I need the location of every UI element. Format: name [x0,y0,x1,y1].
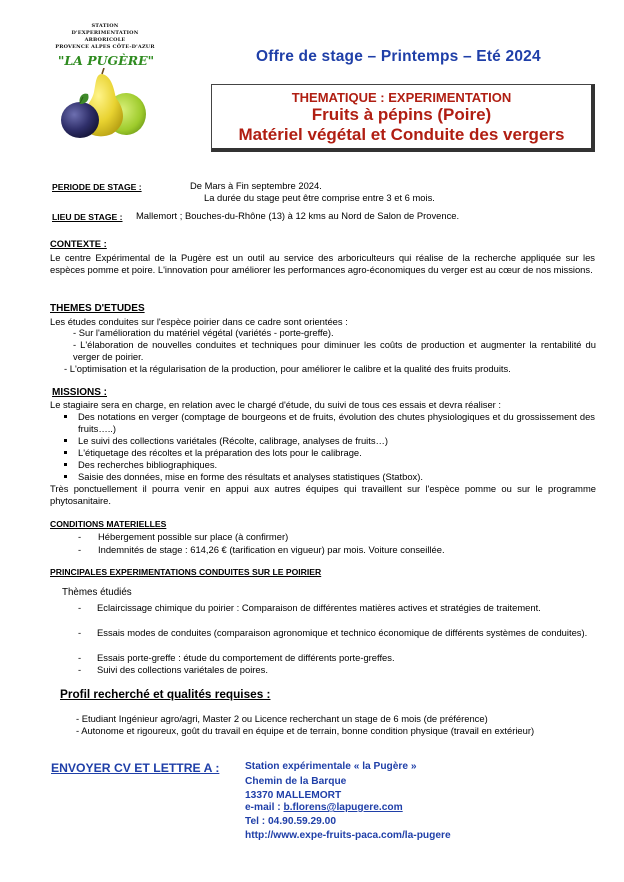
bullet-square [64,415,67,418]
experimentations-heading: PRINCIPALES EXPERIMENTATIONS CONDUITES SUR LE POIRIER [50,567,322,577]
profil-item: - Autonome et rigoureux, goût du travail en équipe et de terrain, bonne condition physique (travail en extérieur) [76,725,535,736]
logo-text-line: PROVENCE ALPES CÔTE-D'AZUR [55,44,155,50]
missions-heading: MISSIONS : [52,387,108,398]
experimentations-item: Essais modes de conduites (comparaison agronomique et technico économique de différents systèmes de conduites). [97,627,588,638]
themes-item: - Sur l'amélioration du matériel végétal (variétés - porte-greffe). [73,327,334,338]
contact-website-link[interactable]: http://www.expe-fruits-paca.com/la-pugere [245,830,451,841]
contact-heading: ENVOYER CV ET LETTRE A : [51,761,220,775]
contact-email-label: e-mail : [245,802,284,813]
lieu-label: LIEU DE STAGE : [52,212,123,222]
lieu-text: Mallemort ; Bouches-du-Rhône (13) à 12 kms au Nord de Salon de Provence. [136,210,460,221]
station-logo [50,20,160,138]
pear-plum-icon [52,68,152,140]
contexte-heading: CONTEXTE : [50,238,107,249]
contact-street: Chemin de la Barque [245,776,347,787]
periode-label: PERIODE DE STAGE : [52,182,142,192]
bullet-square [64,439,67,442]
conditions-heading: CONDITIONS MATERIELLES [50,519,167,529]
experimentations-subheading: Thèmes étudiés [62,587,132,598]
periode-dates: De Mars à Fin septembre 2024. [190,180,322,191]
missions-item: Saisie des données, mise en forme des résultats et analyses statistiques (Statbox). [78,471,423,482]
missions-item: Des recherches bibliographiques. [78,459,218,470]
theme-heading: THEMATIQUE : EXPERIMENTATION [291,90,512,105]
contexte-text: Le centre Expérimental de la Pugère est un outil au service des arboriculteurs qui réalise de la recherche appliquée sur les espèces pomme et poire. L'innovation pour améliorer les performances agro-économiques du verger est au cœur de nos missions. [50,252,595,275]
logo-text-line: ARBORICOLE [84,37,126,43]
themes-item: - L'optimisation et la régularisation de la production, pour améliorer le calibre et la qualité des fruits produits. [64,363,511,374]
themes-heading: THEMES D'ETUDES [50,303,145,314]
experimentations-item: Essais porte-greffe : étude du comportement de différents porte-greffes. [97,652,395,663]
theme-box [211,84,595,152]
conditions-item: Hébergement possible sur place (à confirmer) [98,531,289,542]
contact-city: 13370 MALLEMORT [245,790,342,801]
profil-heading: Profil recherché et qualités requises : [60,687,271,701]
logo-text-line: STATION [91,23,119,29]
contact-tel: Tel : 04.90.59.29.00 [245,816,336,827]
missions-item: Des notations en verger (comptage de bourgeons et de fruits, évolution des chutes physiologiques et du grossissement des fruits…..) [78,411,595,434]
theme-focus: Matériel végétal et Conduite des vergers [238,125,565,144]
periode-duration: La durée du stage peut être comprise entre 3 et 6 mois. [204,192,435,203]
missions-item: Le suivi des collections variétales (Récolte, calibrage, analyses de fruits…) [78,435,389,446]
contact-email-line [245,800,403,815]
conditions-item: Indemnités de stage : 614,26 € (tarification en vigueur) par mois. Voiture conseillée. [98,544,445,555]
missions-intro: Le stagiaire sera en charge, en relation avec le chargé d'étude, du suivi de tous ces essais et devra réaliser : [50,399,502,410]
bullet-square [64,475,67,478]
missions-closing: Très ponctuellement il pourra venir en appui aux autres équipes qui travaillent sur l'espèce pomme ou sur le programme phytosanitaire. [50,483,596,506]
experimentations-item: Eclaircissage chimique du poirier : Comparaison de différentes matières actives et stratégies de traitement. [97,602,541,613]
profil-item: - Etudiant Ingénieur agro/agri, Master 2 ou Licence recherchant un stage de 6 mois (de préférence) [76,713,488,724]
logo-text-line: D'EXPERIMENTATION [71,30,139,36]
logo-name: "LA PUGÈRE" [57,53,155,68]
bullet-square [64,451,67,454]
offer-title: Offre de stage – Printemps – Eté 2024 [256,48,541,65]
themes-intro: Les études conduites sur l'espèce poirier dans ce cadre sont orientées : [50,316,348,327]
theme-subject: Fruits à pépins (Poire) [311,105,492,124]
themes-item: - L'élaboration de nouvelles conduites et techniques pour diminuer les coûts de production et augmenter la rentabilité du verger de poirier. [73,339,596,362]
bullet-square [64,463,67,466]
experimentations-item: Suivi des collections variétales de poires. [97,664,268,675]
missions-item: L'étiquetage des récoltes et la préparation des lots pour le calibrage. [78,447,362,458]
contact-station: Station expérimentale « la Pugère » [245,761,417,772]
contact-email-link[interactable]: b.florens@lapugere.com [283,802,403,813]
